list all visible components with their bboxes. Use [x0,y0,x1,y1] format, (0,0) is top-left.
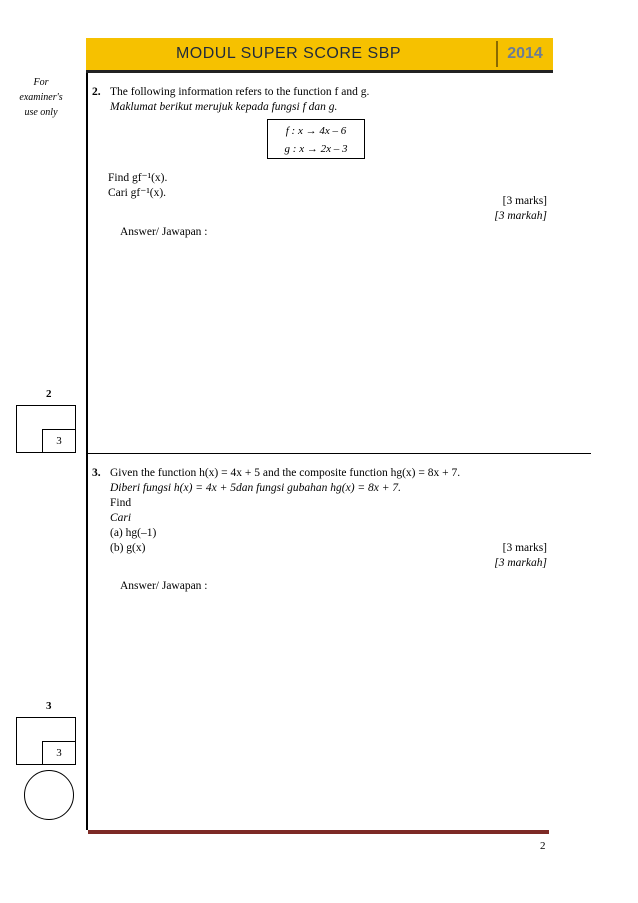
examiner-note-line: For [33,77,49,88]
question-3-find: Find [110,497,132,509]
question-2-text-ms: Maklumat berikut merujuk kepada fungsi f dan g. [110,101,338,113]
question-3-mark-value: 3 [42,741,76,765]
header-underline [86,70,553,73]
question-3-marks: [3 marks] [502,542,547,554]
question-separator [86,453,591,454]
question-3-find-ms: Cari [110,512,132,524]
question-2-find-ms: Cari gf⁻¹(x). [108,187,167,199]
examiner-note-line: use only [24,107,58,118]
question-2-marks: [3 marks] [502,195,547,207]
g-definition: g : x → 2x – 3 [284,143,348,155]
question-2-box-label: 2 [46,388,52,400]
question-3-text: Given the function h(x) = 4x + 5 and the composite function hg(x) = 8x + 7. [110,467,461,479]
f-definition: f : x → 4x – 6 [285,125,347,137]
total-marks-circle [24,770,74,820]
margin-divider [86,73,88,830]
header-year: 2014 [496,41,552,67]
question-2-number: 2. [92,86,101,98]
question-2-mark-value: 3 [42,429,76,453]
question-2-text: The following information refers to the function f and g. [110,86,370,98]
function-definition-box [267,119,365,159]
examiner-note [4,75,78,120]
footer-line [88,830,549,834]
question-3-text-ms: Diberi fungsi h(x) = 4x + 5dan fungsi gubahan hg(x) = 8x + 7. [110,482,402,494]
examiner-note-line: examiner's [19,92,63,103]
question-2-marks-ms: [3 markah] [494,210,547,222]
question-3-marks-ms: [3 markah] [494,557,547,569]
question-3-number: 3. [92,467,101,479]
question-3-box-label: 3 [46,700,52,712]
page-number: 2 [540,840,546,852]
question-3-answer-label: Answer/ Jawapan : [120,580,208,592]
question-3-part-a: (a) hg(–1) [110,527,157,539]
question-2-answer-label: Answer/ Jawapan : [120,226,208,238]
header-title: MODUL SUPER SCORE SBP [175,45,402,62]
question-3-part-b: (b) g(x) [110,542,146,554]
question-2-find: Find gf⁻¹(x). [108,172,168,184]
